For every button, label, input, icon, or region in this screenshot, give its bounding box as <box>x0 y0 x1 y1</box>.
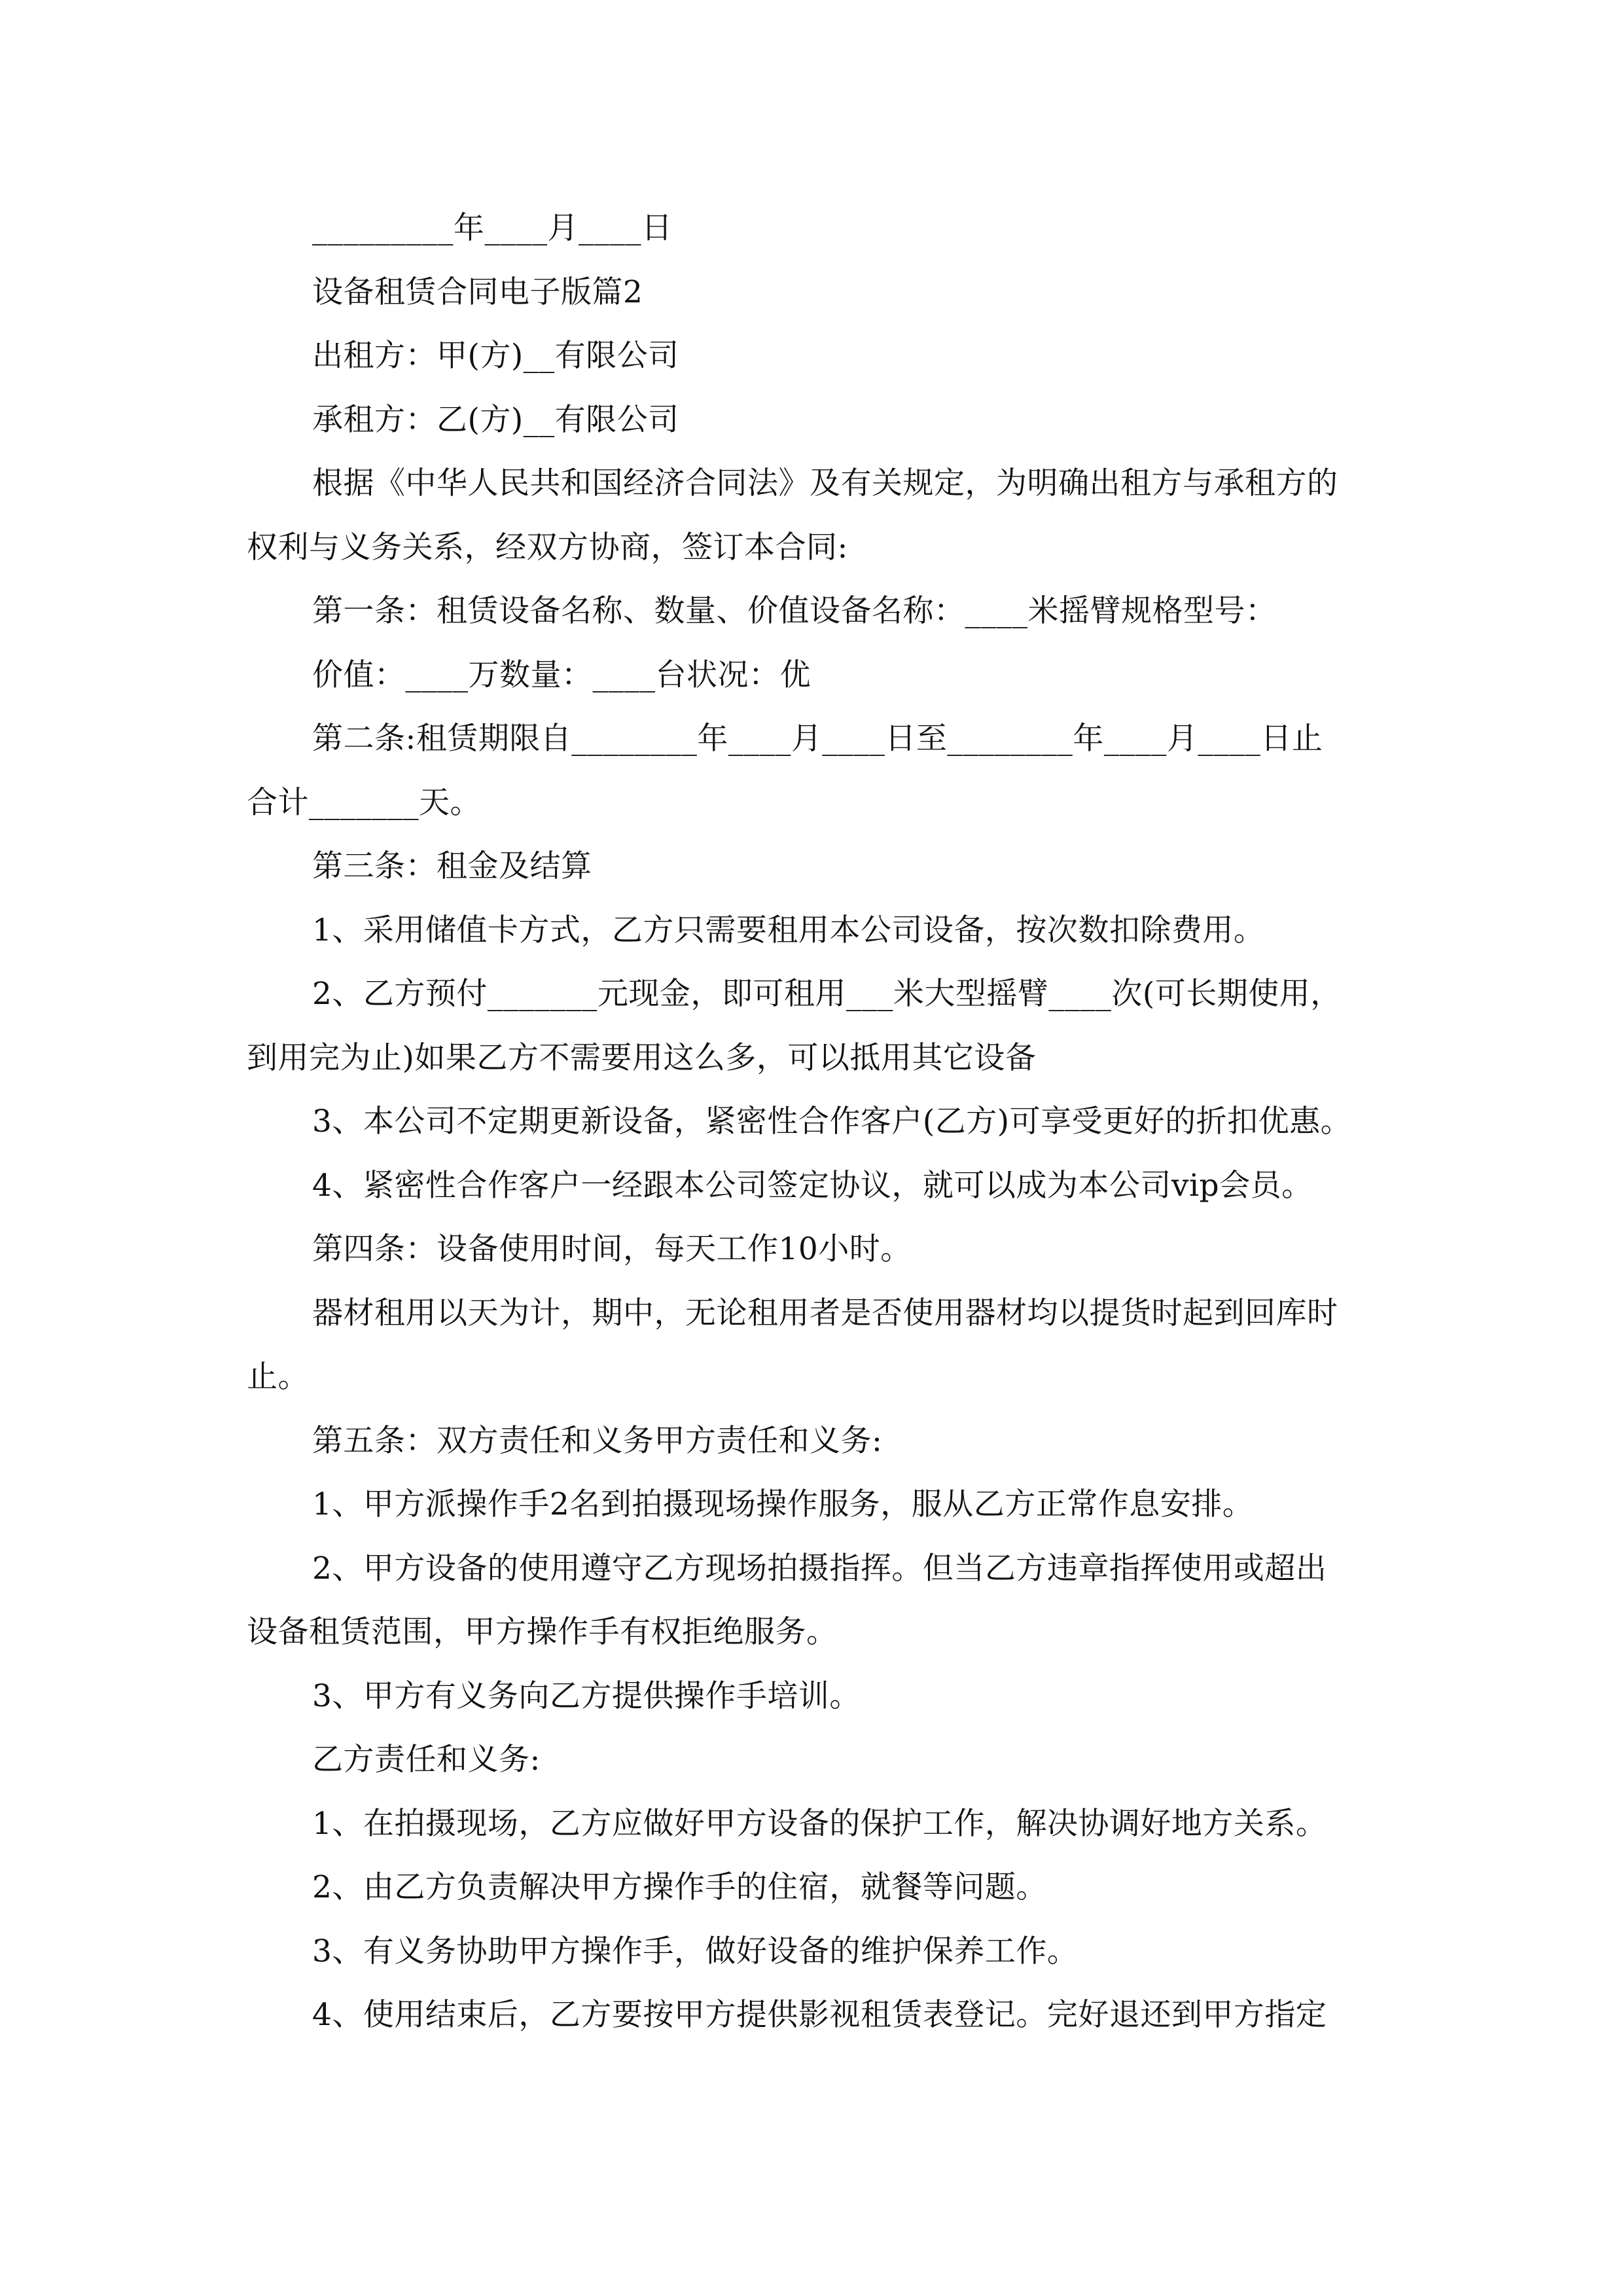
party-a-item-1: 1、甲方派操作手2名到拍摄现场操作服务，服从乙方正常作息安排。 <box>312 1486 1254 1522</box>
article-5-heading: 第五条：双方责任和义务甲方责任和义务: <box>312 1422 883 1459</box>
article-3-item-2-line-2: 到用完为止)如果乙方不需要用这么多，可以抵用其它设备 <box>247 1039 1037 1076</box>
lessee-line: 承租方：乙(方)__有限公司 <box>312 401 679 438</box>
article-3-heading: 第三条：租金及结算 <box>312 848 592 884</box>
article-3-item-4: 4、紧密性合作客户一经跟本公司签定协议，就可以成为本公司vip会员。 <box>312 1167 1313 1204</box>
document-body <box>247 196 1385 2047</box>
lessor-line: 出租方：甲(方)__有限公司 <box>312 338 679 374</box>
article-2-line-1: 第二条:租赁期限自________年____月____日至________年____月____日止 <box>312 721 1323 757</box>
party-b-item-1: 1、在拍摄现场，乙方应做好甲方设备的保护工作，解决协调好地方关系。 <box>312 1805 1327 1842</box>
article-3-item-2-line-1: 2、乙方预付_______元现金，即可租用___米大型摇臂____次(可长期使用， <box>312 976 1342 1012</box>
party-a-item-3: 3、甲方有义务向乙方提供操作手培训。 <box>312 1677 861 1714</box>
section-title: 设备租赁合同电子版篇2 <box>312 274 643 310</box>
date-line: _________年____月____日 <box>312 210 673 246</box>
rental-rule-line-2: 止。 <box>247 1359 309 1395</box>
party-b-heading: 乙方责任和义务: <box>312 1742 541 1778</box>
party-a-item-2-line-2: 设备租赁范围，甲方操作手有权拒绝服务。 <box>247 1614 838 1650</box>
party-a-item-2-line-1: 2、甲方设备的使用遵守乙方现场拍摄指挥。但当乙方违章指挥使用或超出 <box>312 1550 1327 1587</box>
party-b-item-4: 4、使用结束后，乙方要按甲方提供影视租赁表登记。完好退还到甲方指定 <box>312 1997 1327 2033</box>
article-4-line: 第四条：设备使用时间，每天工作10小时。 <box>312 1231 912 1267</box>
preamble-line-2: 权利与义务关系，经双方协商，签订本合同: <box>247 529 848 565</box>
article-3-item-3: 3、本公司不定期更新设备，紧密性合作客户(乙方)可享受更好的折扣优惠。 <box>312 1103 1352 1139</box>
party-b-item-3: 3、有义务协助甲方操作手，做好设备的维护保养工作。 <box>312 1933 1079 1969</box>
article-3-item-1: 1、采用储值卡方式，乙方只需要租用本公司设备，按次数扣除费用。 <box>312 912 1265 948</box>
party-b-item-2: 2、由乙方负责解决甲方操作手的住宿，就餐等问题。 <box>312 1869 1047 1905</box>
article-1-line-1: 第一条：租赁设备名称、数量、价值设备名称：____米摇臂规格型号： <box>312 593 1277 629</box>
article-1-line-2: 价值：____万数量：____台状况：优 <box>312 656 811 693</box>
article-2-line-2: 合计_______天。 <box>247 784 481 821</box>
rental-rule-line-1: 器材租用以天为计，期中，无论租用者是否使用器材均以提货时起到回库时 <box>312 1295 1338 1331</box>
preamble-line-1: 根据《中华人民共和国经济合同法》及有关规定，为明确出租方与承租方的 <box>312 465 1338 501</box>
